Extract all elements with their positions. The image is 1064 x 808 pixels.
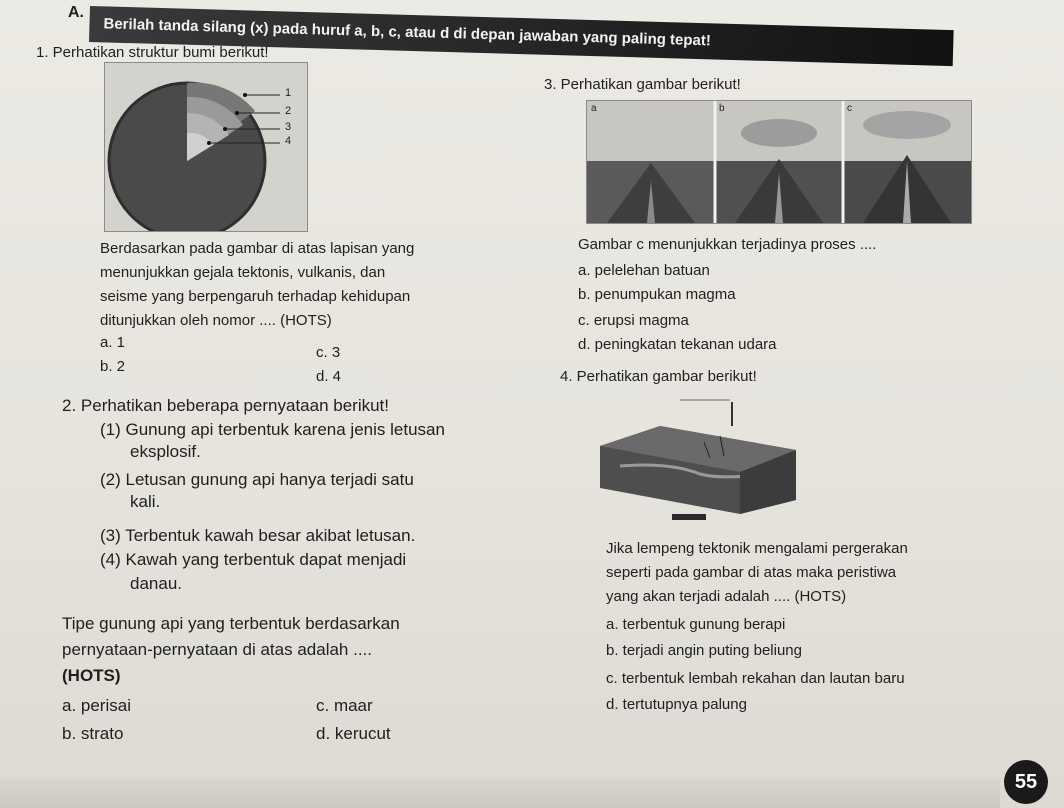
plate-movement-diagram	[600, 396, 800, 524]
q1-stem-line2: menunjukkan gejala tektonis, vulkanis, dan	[100, 264, 386, 281]
volcano-label-a: a	[591, 103, 597, 114]
earth-structure-diagram	[105, 63, 307, 231]
volcano-label-b: b	[719, 103, 725, 114]
q4-stem-line3: yang akan terjadi adalah .... (HOTS)	[606, 588, 847, 605]
q1-option-d[interactable]: d. 4	[316, 368, 342, 385]
q4-option-b[interactable]: b. terjadi angin puting beliung	[606, 642, 802, 659]
q1-option-b[interactable]: b. 2	[100, 358, 126, 375]
q2-statement-4: (4) Kawah yang terbentuk dapat menjadi	[100, 550, 407, 569]
q2-statement-2: (2) Letusan gunung api hanya terjadi satu	[100, 470, 414, 489]
page-bottom-edge	[0, 778, 1000, 808]
q2-title: 2. Perhatikan beberapa pernyataan berikut!	[62, 396, 390, 415]
q2-option-b[interactable]: b. strato	[62, 724, 124, 743]
volcano-process-diagram	[587, 101, 971, 223]
q1-option-a[interactable]: a. 1	[100, 334, 126, 351]
q3-stem: Gambar c menunjukkan terjadinya proses ....	[578, 236, 877, 253]
q2-option-c[interactable]: c. maar	[316, 696, 373, 715]
q1-stem-line1: Berdasarkan pada gambar di atas lapisan yang	[100, 240, 415, 257]
plate-movement-figure	[600, 396, 800, 524]
q2-statement-3: (3) Terbentuk kawah besar akibat letusan.	[100, 526, 416, 545]
q2-stem-line1: Tipe gunung api yang terbentuk berdasarkan	[62, 614, 400, 633]
earth-label-3: 3	[285, 121, 292, 133]
instruction-banner: Berilah tanda silang (x) pada huruf a, b, c, atau d di depan jawaban yang paling tepat!	[89, 6, 954, 66]
q4-stem-line1: Jika lempeng tektonik mengalami pergerakan	[606, 540, 908, 557]
volcano-label-c: c	[847, 103, 852, 114]
q2-statement-4-cont: danau.	[130, 574, 182, 593]
earth-structure-figure	[104, 62, 308, 232]
page-number: 55	[1004, 760, 1048, 804]
q3-title: 3. Perhatikan gambar berikut!	[544, 76, 741, 93]
q4-title: 4. Perhatikan gambar berikut!	[560, 368, 757, 385]
q1-option-c[interactable]: c. 3	[316, 344, 341, 361]
earth-label-4: 4	[285, 135, 292, 147]
q2-statement-1-cont: eksplosif.	[130, 442, 201, 461]
q4-option-d[interactable]: d. tertutupnya palung	[606, 696, 747, 713]
earth-label-2: 2	[285, 105, 292, 117]
q2-stem-line2: pernyataan-pernyataan di atas adalah ....	[62, 640, 372, 659]
q1-stem-line3: seisme yang berpengaruh terhadap kehidupan	[100, 288, 411, 305]
q3-option-b[interactable]: b. penumpukan magma	[578, 286, 736, 303]
section-letter: A.	[68, 4, 84, 21]
q4-option-a[interactable]: a. terbentuk gunung berapi	[606, 616, 786, 633]
q2-statement-2-cont: kali.	[130, 492, 161, 511]
volcano-process-figure	[586, 100, 972, 224]
q3-option-d[interactable]: d. peningkatan tekanan udara	[578, 336, 777, 353]
q3-option-a[interactable]: a. pelelehan batuan	[578, 262, 710, 279]
q3-option-c[interactable]: c. erupsi magma	[578, 312, 689, 329]
q4-stem-line2: seperti pada gambar di atas maka peristiwa	[606, 564, 897, 581]
q1-title: 1. Perhatikan struktur bumi berikut!	[36, 44, 269, 61]
q4-option-c[interactable]: c. terbentuk lembah rekahan dan lautan baru	[606, 670, 905, 687]
earth-label-1: 1	[285, 87, 292, 99]
q2-option-d[interactable]: d. kerucut	[316, 724, 391, 743]
q1-stem-line4: ditunjukkan oleh nomor .... (HOTS)	[100, 312, 332, 329]
q2-statement-1: (1) Gunung api terbentuk karena jenis letusan	[100, 420, 445, 439]
q2-stem-line3: (HOTS)	[62, 666, 121, 685]
q2-option-a[interactable]: a. perisai	[62, 696, 131, 715]
